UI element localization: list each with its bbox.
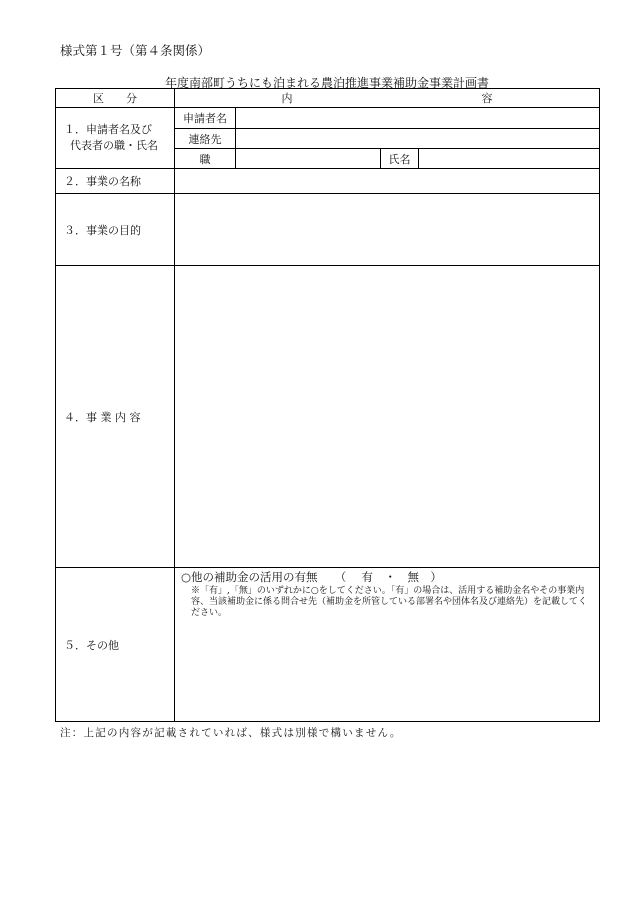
- header-category: 区 分: [56, 89, 175, 108]
- project-content-field[interactable]: [175, 266, 600, 568]
- row-project-name: [56, 169, 600, 194]
- contact-field[interactable]: [236, 129, 600, 149]
- contact-label: 連絡先: [175, 129, 236, 149]
- row-other: [56, 568, 600, 722]
- subsidy-note: ※「有」,「無」のいずれかに○をしてください。「有」の場合は、活用する補助金名やその事業内容、当該補助金に係る問合せ先（補助金を所管している部署名や団体名及び連絡先）を記載してください。: [191, 586, 588, 618]
- other-field[interactable]: [175, 568, 600, 722]
- plan-table: [55, 88, 600, 722]
- name-field[interactable]: [419, 149, 600, 169]
- subsidy-question: ○他の補助金の活用の有無 （ 有 ・ 無 ）: [181, 570, 442, 584]
- row-project-purpose: [56, 194, 600, 266]
- row-project-content: [56, 266, 600, 568]
- category-other: ５．その他: [56, 568, 175, 722]
- footer-note: 注：上記の内容が記載されていれば、様式は別様で構いません。: [60, 727, 402, 739]
- position-label: 職: [175, 149, 236, 169]
- header-row: [56, 89, 600, 108]
- category-project-content: ４．事 業 内 容: [56, 266, 175, 568]
- document-title: 年度南部町うちにも泊まれる農泊推進事業補助金事業計画書: [164, 76, 489, 90]
- name-label: 氏名: [381, 149, 419, 169]
- position-field[interactable]: [236, 149, 381, 169]
- project-name-field[interactable]: [175, 169, 600, 194]
- row-applicant-name: [56, 108, 600, 129]
- applicant-name-field[interactable]: [236, 108, 600, 129]
- project-purpose-field[interactable]: [175, 194, 600, 266]
- category-project-name: ２．事業の名称: [56, 169, 175, 194]
- header-content: 内 容: [175, 89, 600, 108]
- category-applicant: １．申請者名及び 代表者の職・氏名: [56, 108, 175, 169]
- applicant-name-label: 申請者名: [175, 108, 236, 129]
- category-project-purpose: ３．事業の目的: [56, 194, 175, 266]
- form-number: 様式第１号（第４条関係）: [60, 43, 211, 58]
